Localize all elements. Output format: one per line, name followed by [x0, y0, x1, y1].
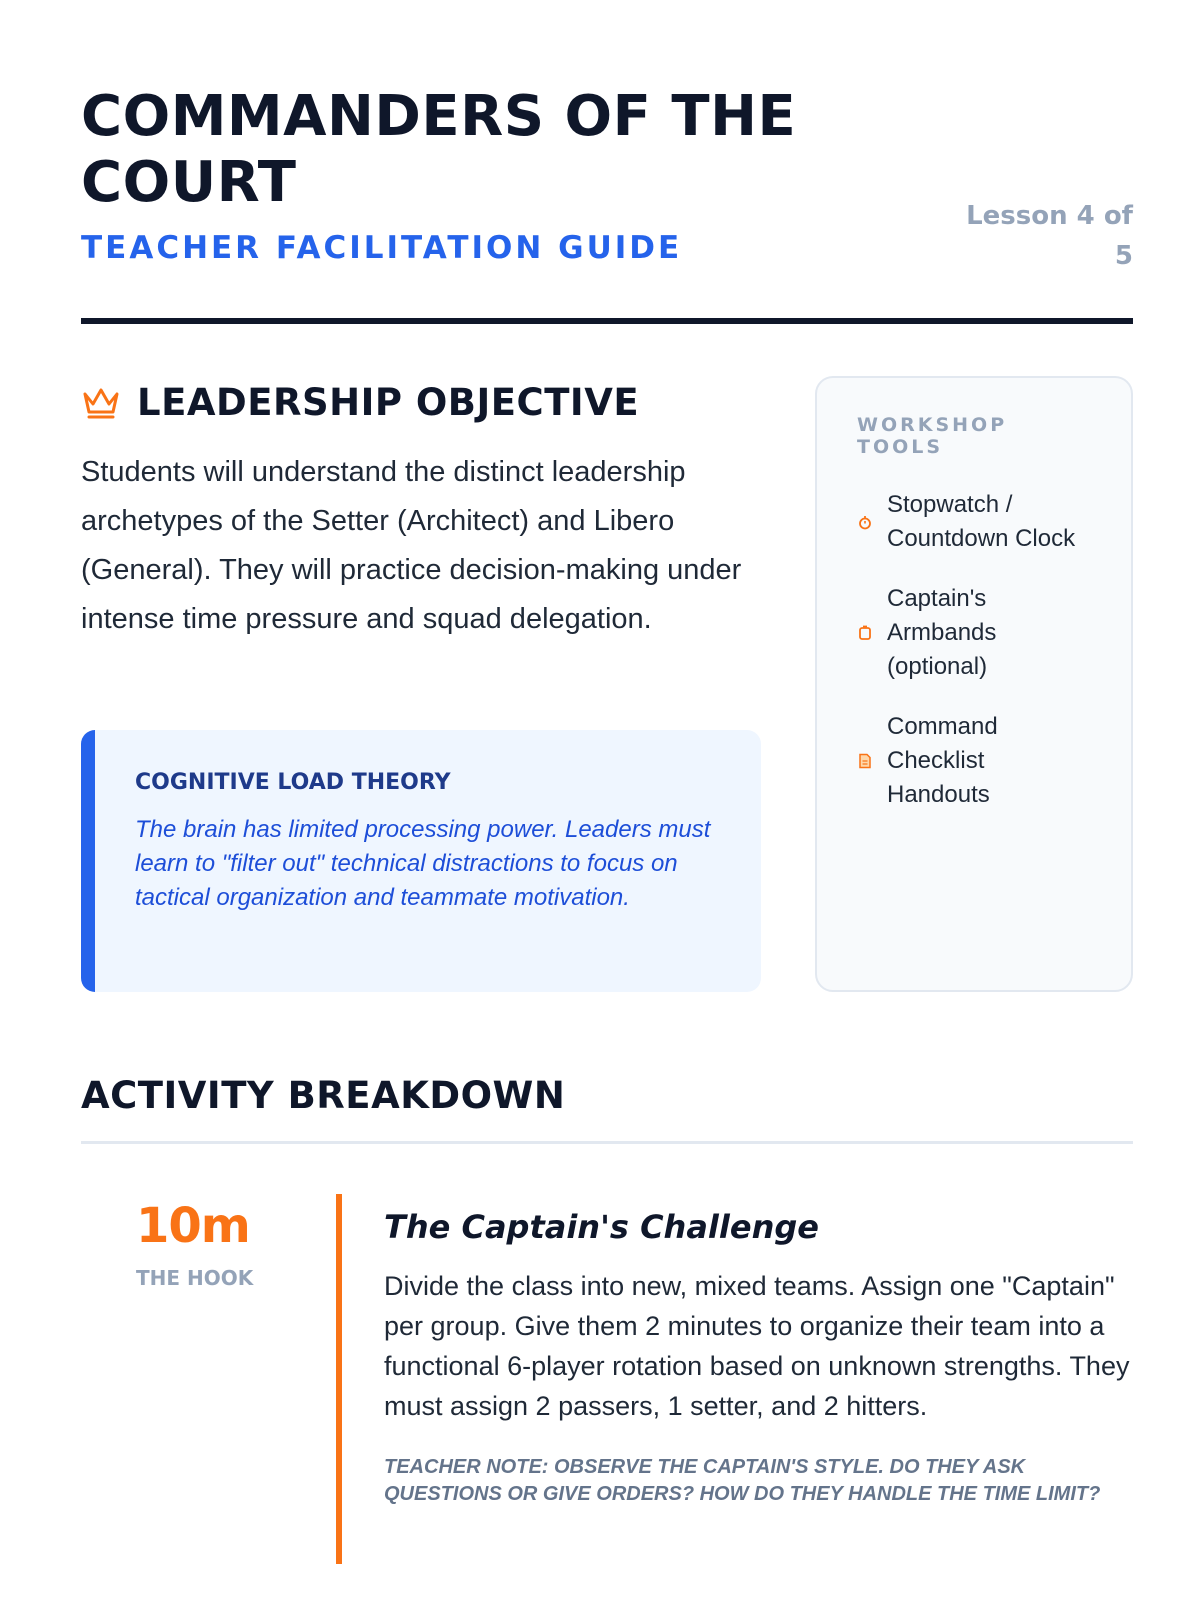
crown-icon — [81, 384, 121, 420]
page-title: COMMANDERS OF THE COURT — [81, 84, 797, 215]
document-icon — [857, 753, 873, 769]
objective-text: Students will understand the distinct leadership archetypes of the Setter (Architect) and Libero (General). They will practice decision-making under intense time pressure and squad delegation. — [81, 456, 742, 635]
stopwatch-icon — [857, 514, 873, 530]
step-description: Divide the class into new, mixed teams. Assign one "Captain" per group. Give them 2 minutes to organize their team into a functional 6-player rotation based on unknown strengths. They must assign 2 passers, 1 setter, and 2 hitters. — [384, 1271, 1130, 1421]
armband-icon — [857, 625, 873, 641]
objective-title: LEADERSHIP OBJECTIVE — [137, 380, 640, 424]
step-phase: THE HOOK — [136, 1266, 254, 1290]
tool-item — [857, 582, 1091, 684]
teacher-note: TEACHER NOTE: OBSERVE THE CAPTAIN'S STYLE. DO THEY ASK QUESTIONS OR GIVE ORDERS? HOW DO THEY HANDLE THE TIME LIMIT? — [384, 1456, 1101, 1505]
activity-title: ACTIVITY BREAKDOWN — [81, 1074, 566, 1117]
step-duration: 10m — [136, 1198, 250, 1254]
activity-header — [81, 1074, 1133, 1144]
callout-title: COGNITIVE LOAD THEORY — [135, 770, 451, 795]
tool-item — [857, 710, 1091, 812]
objective-heading — [81, 376, 761, 428]
timeline-bar — [336, 1194, 342, 1564]
objective-section — [81, 376, 761, 644]
activity-step — [81, 1194, 1133, 1564]
step-content — [384, 1208, 1133, 1508]
tool-label: Command Checklist Handouts — [887, 713, 998, 808]
tool-label: Captain's Armbands (optional) — [887, 585, 997, 680]
lesson-indicator: Lesson 4 of 5 — [966, 201, 1133, 271]
step-title: The Captain's Challenge — [384, 1208, 819, 1246]
workshop-tools-panel — [815, 376, 1133, 992]
callout-text: The brain has limited processing power. Leaders must learn to "filter out" technical distractions to focus on tactical organization and teammate motivation. — [135, 816, 711, 911]
tools-title: WORKSHOP TOOLS — [857, 414, 1008, 458]
page-subtitle: TEACHER FACILITATION GUIDE — [81, 230, 683, 266]
cognitive-load-callout — [81, 730, 761, 992]
tool-item — [857, 488, 1091, 556]
tool-label: Stopwatch / Countdown Clock — [887, 491, 1076, 552]
page-header — [81, 84, 1133, 324]
